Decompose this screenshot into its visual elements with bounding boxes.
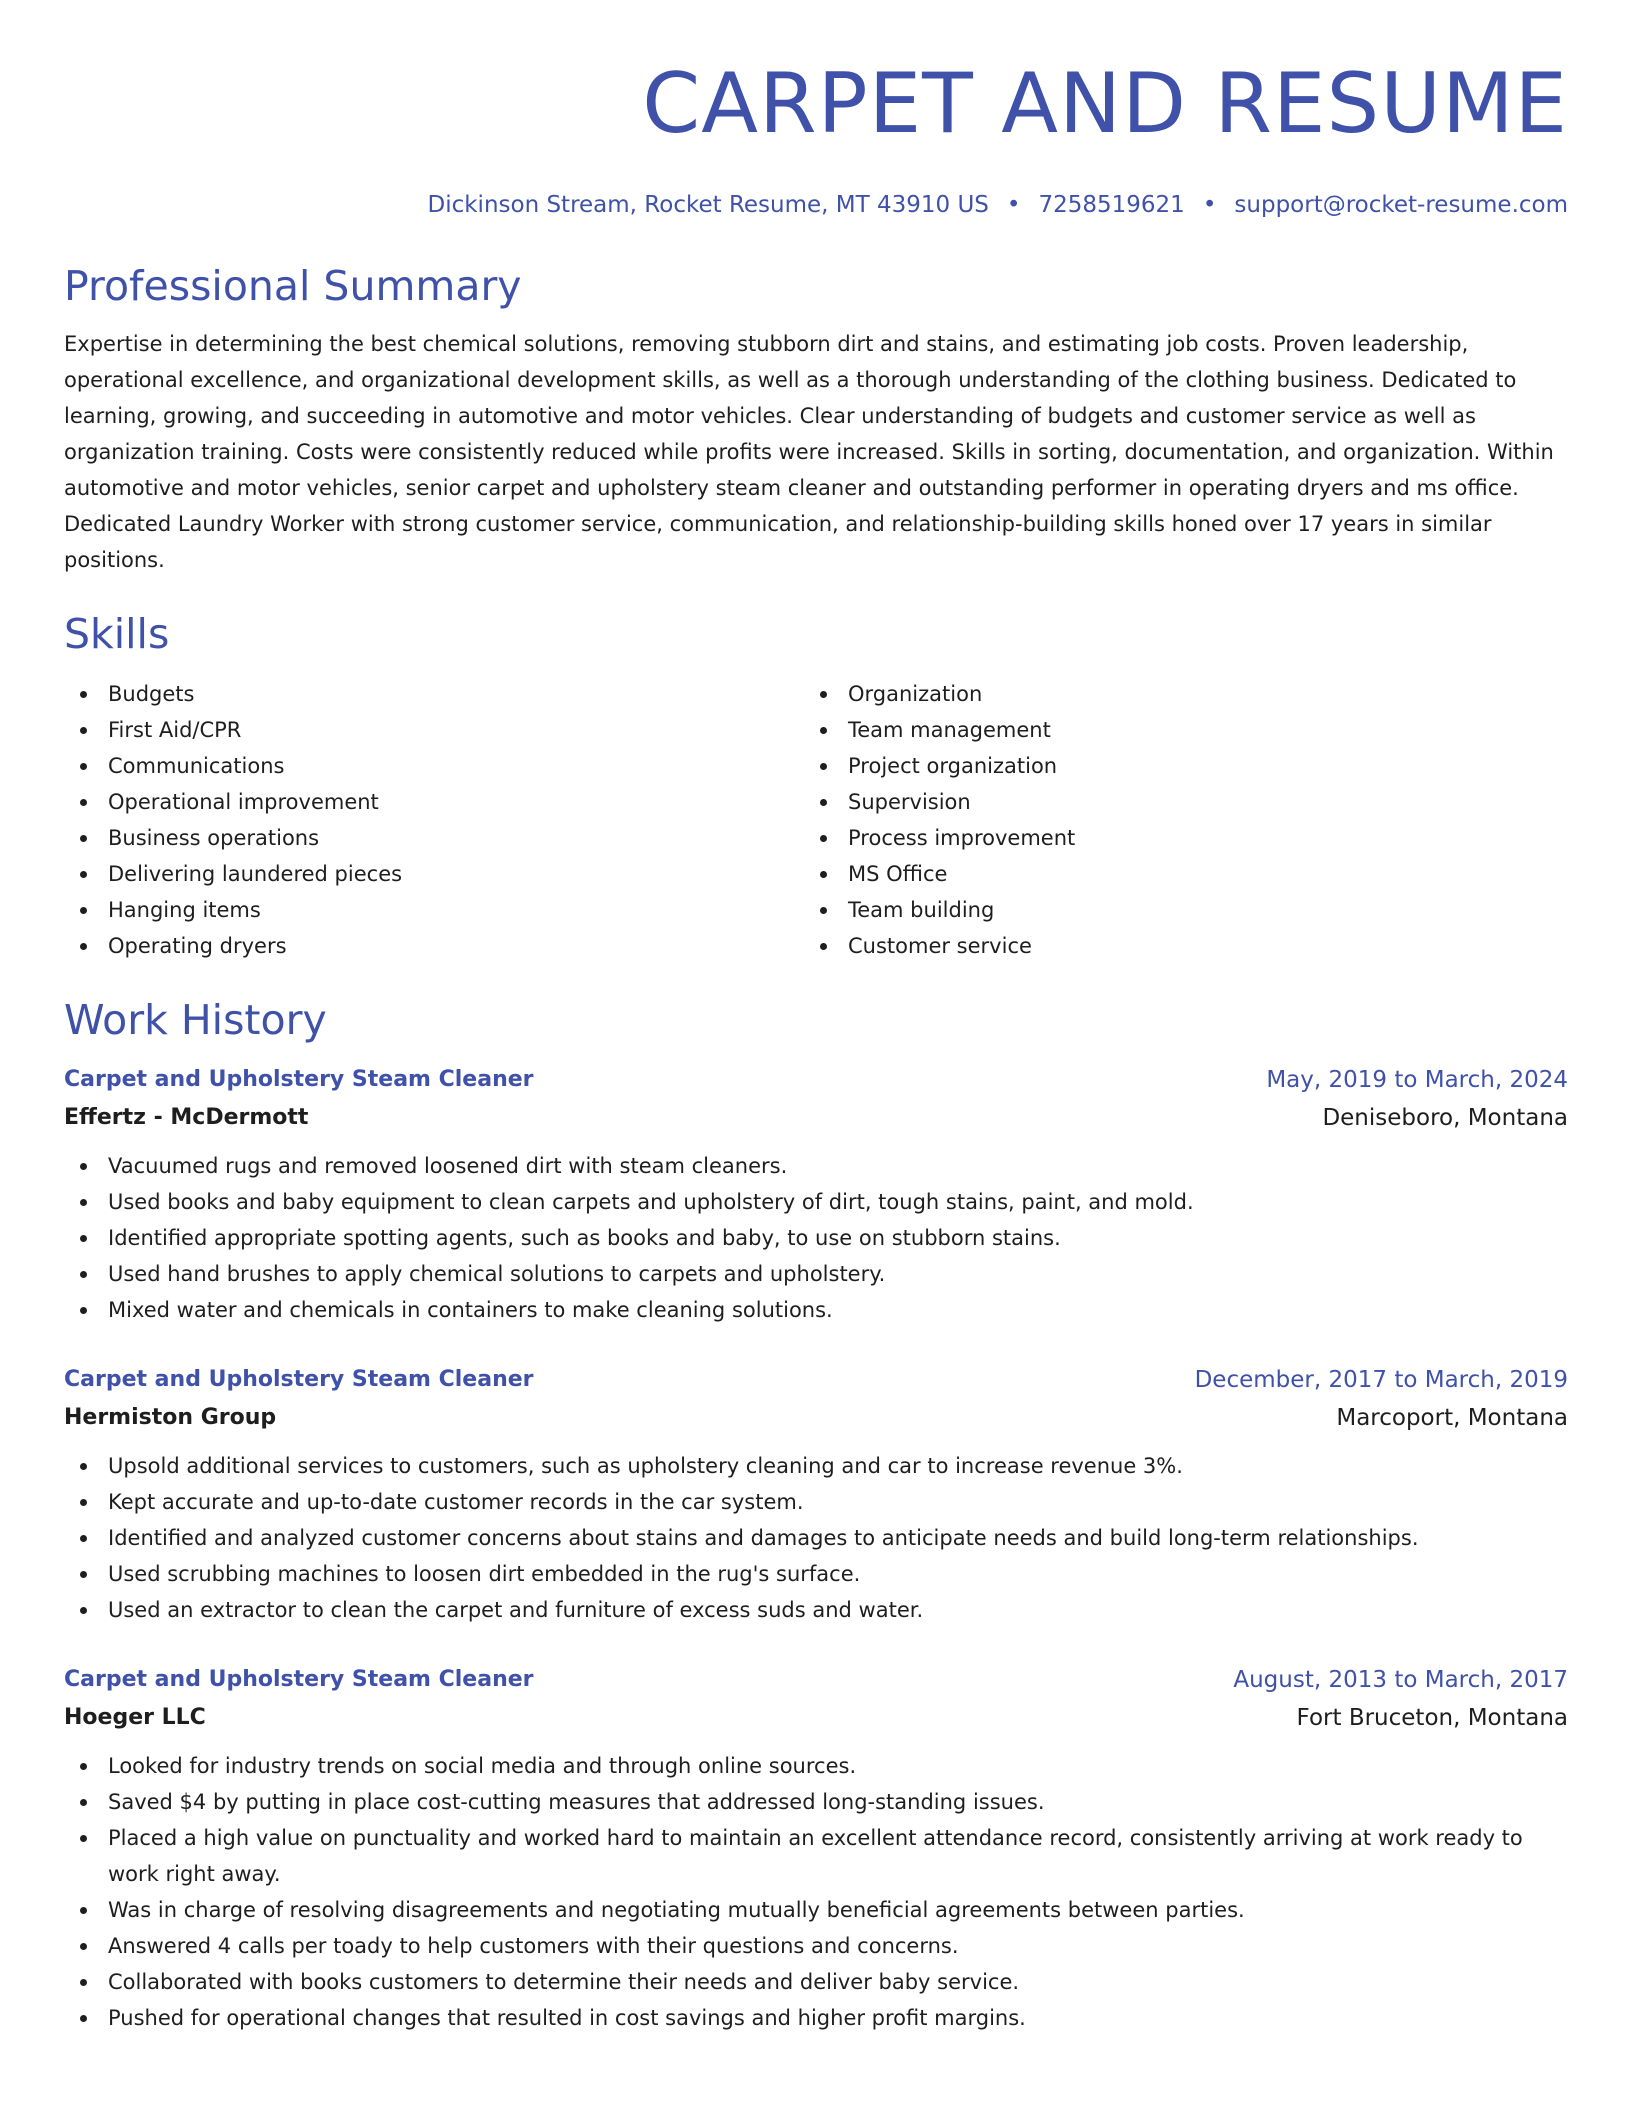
contact-address: Dickinson Stream, Rocket Resume, MT 43910 US [427, 192, 989, 218]
job-title-row [64, 1662, 1568, 1698]
job-title: Carpet and Upholstery Steam Cleaner [64, 1067, 534, 1092]
summary-text: Expertise in determining the best chemical solutions, removing stubborn dirt and stains, and estimating job costs. Proven leadership, operational excellence, and organizational development skills, as well as a thorough understanding of the clothing business. Dedicated to learning, growing, and succeeding in automotive and motor vehicles. Clear understanding of budgets and customer service as well as organization training. Costs were consistently reduced while profits were increased. Skills in sorting, documentation, and organization. Within automotive and motor vehicles, senior carpet and upholstery steam cleaner and outstanding performer in operating dryers and ms office. Dedicated Laundry Worker with strong customer service, communication, and relationship-building skills honed over 17 years in similar positions. [64, 332, 1554, 572]
job-company: Effertz - McDermott [64, 1105, 309, 1130]
skill-item: Project organization [804, 748, 1544, 784]
contact-line [64, 190, 1568, 220]
job-bullet: Pushed for operational changes that resulted in cost savings and higher profit margins. [64, 2000, 1568, 2036]
skill-item: Customer service [804, 928, 1544, 964]
skill-item: Budgets [64, 676, 804, 712]
skill-item: Supervision [804, 784, 1544, 820]
job-bullet: Used hand brushes to apply chemical solutions to carpets and upholstery. [64, 1256, 1568, 1292]
job-company-row [64, 1398, 1568, 1438]
resume-header [64, 56, 1568, 220]
skills-list [64, 676, 1568, 964]
job-company: Hermiston Group [64, 1405, 277, 1430]
job-title: Carpet and Upholstery Steam Cleaner [64, 1367, 534, 1392]
job-company: Hoeger LLC [64, 1705, 206, 1730]
job-dates: May, 2019 to March, 2024 [1266, 1067, 1568, 1093]
work-history-heading: Work History [64, 996, 327, 1044]
job-bullet: Was in charge of resolving disagreements and negotiating mutually beneficial agreements between parties. [64, 1892, 1568, 1928]
job-bullets [64, 1148, 1568, 1328]
job-bullet: Looked for industry trends on social media and through online sources. [64, 1748, 1568, 1784]
job-bullet: Used books and baby equipment to clean carpets and upholstery of dirt, tough stains, paint, and mold. [64, 1184, 1568, 1220]
job-bullet: Collaborated with books customers to determine their needs and deliver baby service. [64, 1964, 1568, 2000]
skill-item: Team building [804, 892, 1544, 928]
job-bullet: Placed a high value on punctuality and worked hard to maintain an excellent attendance record, consistently arriving at work ready to work right away. [64, 1820, 1568, 1892]
skills-column-right [804, 676, 1544, 964]
skill-item: Team management [804, 712, 1544, 748]
job-bullet: Mixed water and chemicals in containers to make cleaning solutions. [64, 1292, 1568, 1328]
skill-item: Delivering laundered pieces [64, 856, 804, 892]
job-bullet: Identified appropriate spotting agents, such as books and baby, to use on stubborn stains. [64, 1220, 1568, 1256]
skill-item: Process improvement [804, 820, 1544, 856]
skills-heading: Skills [64, 610, 170, 658]
job-bullet: Used an extractor to clean the carpet and furniture of excess suds and water. [64, 1592, 1568, 1628]
job-bullet: Answered 4 calls per toady to help customers with their questions and concerns. [64, 1928, 1568, 1964]
candidate-name: CARPET AND RESUME [642, 55, 1568, 152]
job-bullet: Kept accurate and up-to-date customer records in the car system. [64, 1484, 1568, 1520]
job-bullets [64, 1748, 1568, 2036]
job-entry [64, 1662, 1568, 2036]
skill-item: MS Office [804, 856, 1544, 892]
job-bullet: Saved $4 by putting in place cost-cutting measures that addressed long-standing issues. [64, 1784, 1568, 1820]
skill-item: Business operations [64, 820, 804, 856]
job-bullet: Identified and analyzed customer concerns about stains and damages to anticipate needs and build long-term relationships. [64, 1520, 1568, 1556]
skill-item: Operating dryers [64, 928, 804, 964]
job-bullet: Used scrubbing machines to loosen dirt embedded in the rug's surface. [64, 1556, 1568, 1592]
skill-item: Operational improvement [64, 784, 804, 820]
job-company-row [64, 1698, 1568, 1738]
job-company-row [64, 1098, 1568, 1138]
skill-item: Organization [804, 676, 1544, 712]
job-entry [64, 1062, 1568, 1328]
skill-item: Communications [64, 748, 804, 784]
skill-item: Hanging items [64, 892, 804, 928]
job-title-row [64, 1062, 1568, 1098]
summary-heading: Professional Summary [64, 262, 522, 310]
job-location: Deniseboro, Montana [1322, 1105, 1568, 1131]
job-bullet: Upsold additional services to customers, such as upholstery cleaning and car to increase revenue 3%. [64, 1448, 1568, 1484]
contact-phone: 7258519621 [1038, 192, 1185, 218]
job-location: Fort Bruceton, Montana [1296, 1705, 1568, 1731]
contact-separator: • [1006, 192, 1021, 218]
job-title-row [64, 1362, 1568, 1398]
contact-separator: • [1202, 192, 1217, 218]
job-dates: August, 2013 to March, 2017 [1233, 1667, 1568, 1693]
job-entry [64, 1362, 1568, 1628]
job-bullet: Vacuumed rugs and removed loosened dirt with steam cleaners. [64, 1148, 1568, 1184]
job-bullets [64, 1448, 1568, 1628]
contact-email: support@rocket-resume.com [1234, 192, 1568, 218]
job-dates: December, 2017 to March, 2019 [1194, 1367, 1568, 1393]
job-title: Carpet and Upholstery Steam Cleaner [64, 1667, 534, 1692]
skill-item: First Aid/CPR [64, 712, 804, 748]
skills-column-left [64, 676, 804, 964]
job-location: Marcoport, Montana [1336, 1405, 1568, 1431]
